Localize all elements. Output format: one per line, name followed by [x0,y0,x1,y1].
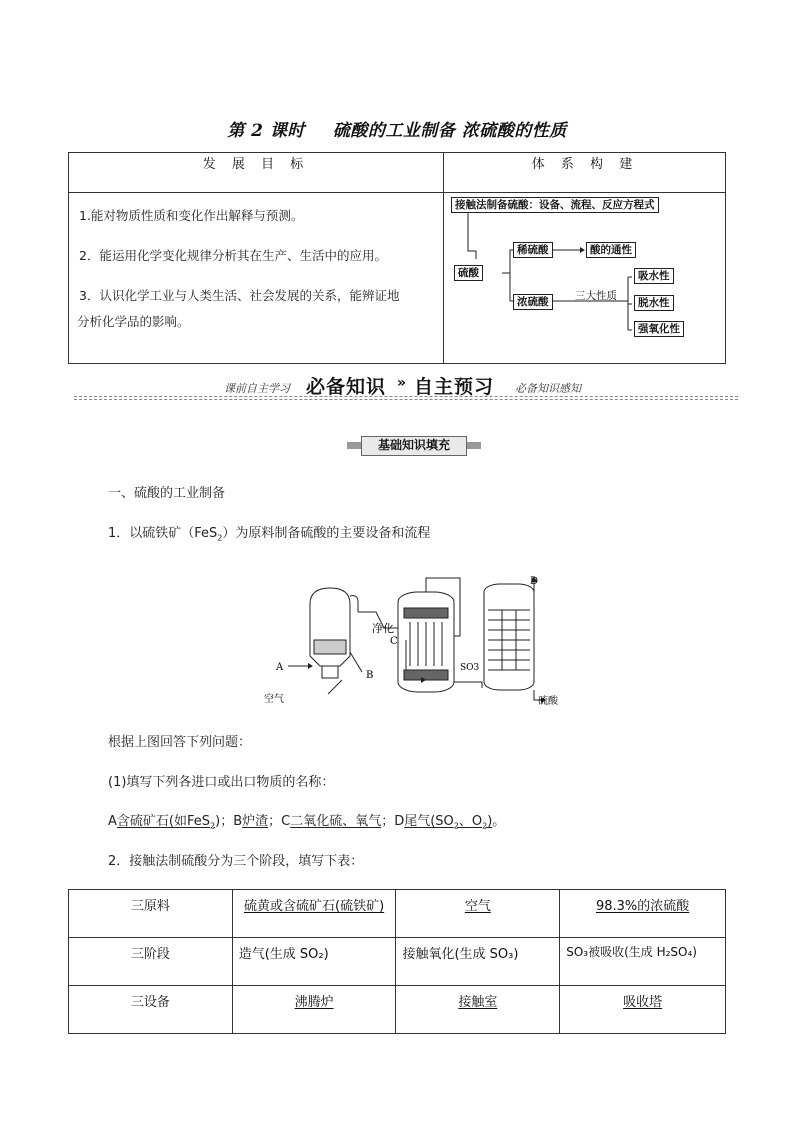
cell-value: 沸腾炉 [294,995,334,1010]
band-dash-line-2 [74,399,738,400]
section-badge [347,436,481,454]
header-goals: 发 展 目 标 [69,153,443,193]
cell-value: 接触室 [458,995,498,1010]
table-row [69,986,726,1034]
map-prop-dehydrate: 脱水性 [634,295,674,311]
concept-map-lines [444,193,726,365]
page-title [0,116,794,141]
header-system: 体 系 构 建 [444,153,726,193]
answer-d: 尾气($SO_2$、$O_2$) [404,814,493,831]
map-prop-oxidize: 强氧化性 [634,321,684,337]
goals-table [68,152,726,364]
goal-3-cont: 分析化学品的影响。 [77,314,190,329]
answer-b: 炉渣 [242,814,269,829]
figure-label-sulfuric: 硫酸 [538,696,558,707]
row-head: 三原料 [69,890,233,938]
goal-3: 3．认识化学工业与人类生活、社会发展的关系，能辨证地 [79,288,400,303]
band-right-caption: 必备知识感知 [515,382,581,395]
figure-label-d: D [530,576,539,587]
cell-value: 接触氧化(生成 SO₃) [396,938,560,986]
map-root-node: 硫酸 [454,265,483,281]
figure-label-b: B [366,670,374,681]
figure-label-a: A [276,662,284,673]
question-1: 1．以硫铁矿（FeS$_2$）为原料制备硫酸的主要设备和流程 [108,526,431,543]
cell-value: 98.3%的浓硫酸 [595,899,690,914]
badge-label: 基础知识填充 [361,436,467,456]
map-prop-absorb: 吸水性 [634,268,674,284]
cell-value: 吸收塔 [623,995,663,1010]
goal-2: 2．能运用化学变化规律分析其在生产、生活中的应用。 [79,248,387,263]
table-row [69,938,726,986]
figure-label-air: 空气 [264,694,284,705]
answer-line: A含硫矿石(如FeS$_2$)；B炉渣；C二氧化硫、氧气；D尾气($SO_2$、$O_2$)。 [108,814,506,831]
figure-label-purify: 净化 [372,622,394,635]
map-acid-common-node: 酸的通性 [586,242,636,258]
lesson-topic: 硫酸的工业制备 浓硫酸的性质 [332,121,567,141]
goal-1: 1.能对物质性质和变化作出解释与预测。 [79,208,304,223]
question-2: 2．接触法制硫酸分为三个阶段，填写下表： [108,854,364,869]
cell-value: 空气 [464,899,491,914]
section-band [74,372,738,402]
map-dilute-node: 稀硫酸 [513,242,553,258]
cell-value: SO₃被吸收(生成 H₂SO₄) [560,938,726,986]
band-left-caption: 课前自主学习 [224,382,290,395]
band-title-right: 自主预习 [414,376,495,398]
figure-label-c: C [390,636,398,647]
cell-value: 硫黄或含硫矿石(硫铁矿) [244,899,385,914]
map-three-props-label: 三大性质 [575,290,617,302]
process-table [68,889,726,1034]
band-separator-icon: » [397,375,408,391]
band-dash-line-1 [74,396,738,397]
instruction: 根据上图回答下列问题： [108,735,252,750]
row-head: 三阶段 [69,938,233,986]
cell-value: 造气(生成 SO₂) [232,938,396,986]
equipment-diagram [258,570,568,710]
answer-c: 二氧化硫、氧气 [290,814,382,829]
figure-label-so3: SO3 [460,663,480,673]
lesson-number: 第 2 课时 [227,121,305,141]
table-row [69,890,726,938]
sub-question-1: (1)填写下列各进口或出口物质的名称： [108,775,335,790]
band-title-left: 必备知识 [306,376,387,398]
map-concentrated-node: 浓硫酸 [513,294,553,310]
map-top-node: 接触法制备硫酸：设备、流程、反应方程式 [451,197,659,213]
heading-industrial: 一、硫酸的工业制备 [108,486,226,501]
row-head: 三设备 [69,986,233,1034]
answer-a: 含硫矿石(如FeS$_2$ [116,814,216,831]
